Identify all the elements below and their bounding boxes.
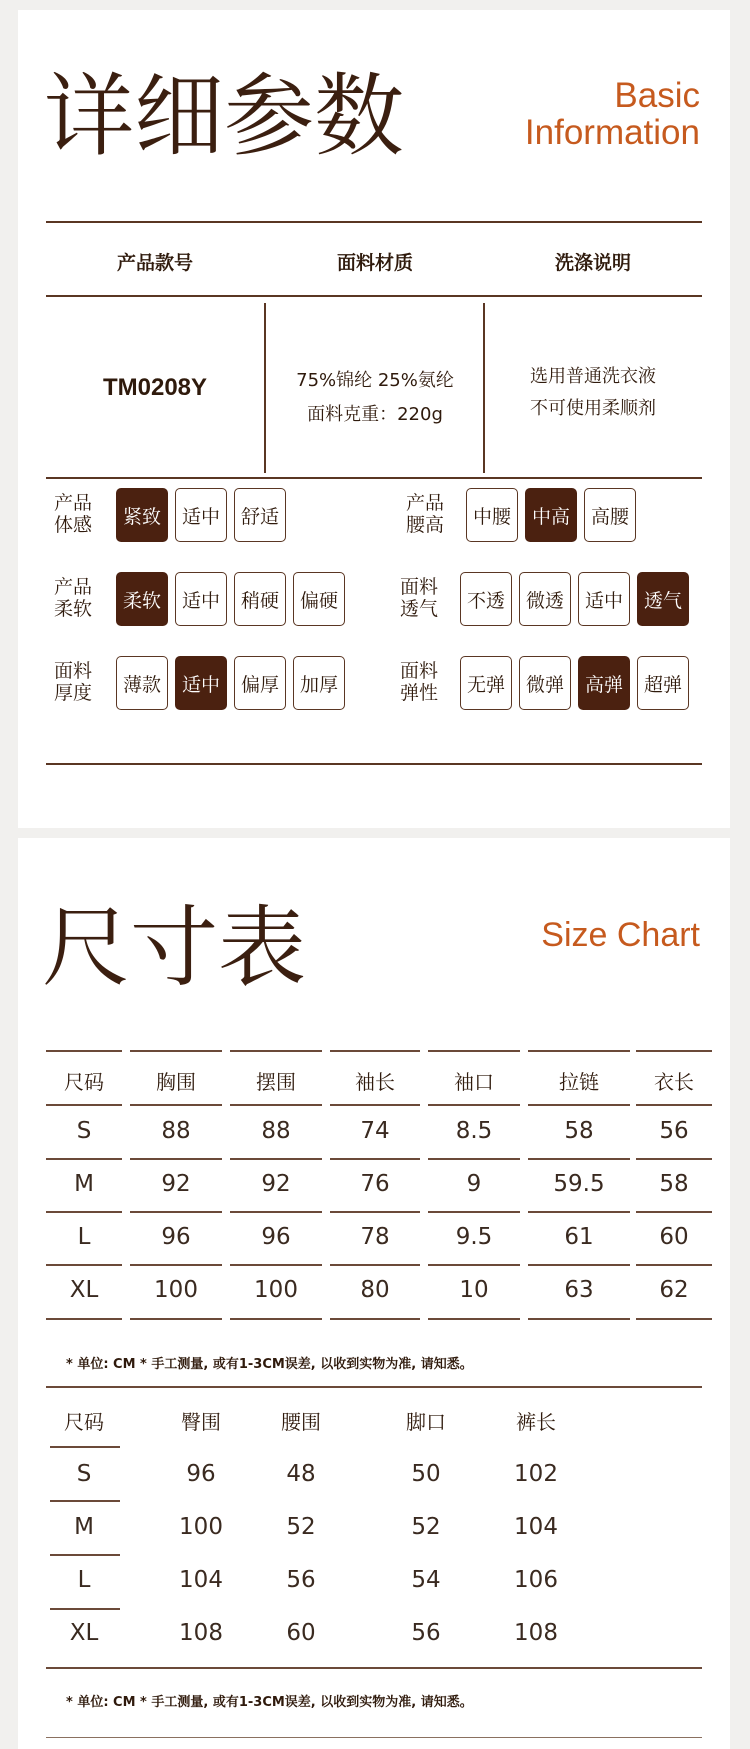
table-line bbox=[46, 1667, 702, 1669]
table-line bbox=[636, 1158, 712, 1160]
table-cell: 104 bbox=[179, 1567, 223, 1593]
table-cell: 76 bbox=[360, 1171, 390, 1197]
attribute-option-selected: 高弹 bbox=[578, 656, 630, 710]
table-line bbox=[130, 1211, 222, 1213]
header-material: 面料材质 bbox=[336, 252, 413, 274]
table-line bbox=[46, 1318, 122, 1320]
page-title: 详细参数 bbox=[44, 64, 404, 169]
basic-info-card bbox=[18, 10, 730, 828]
table-cell: 50 bbox=[411, 1461, 441, 1487]
table-line bbox=[428, 1050, 520, 1052]
table-line bbox=[50, 1554, 120, 1556]
table-cell: 56 bbox=[286, 1567, 316, 1593]
table-line bbox=[528, 1104, 630, 1106]
table-cell: 106 bbox=[514, 1567, 558, 1593]
style-number: TM0208Y bbox=[102, 374, 208, 401]
table-cell: 56 bbox=[411, 1620, 441, 1646]
attribute-label-line1: 面料 bbox=[399, 576, 438, 598]
size-chart-title: 尺寸表 bbox=[42, 896, 307, 999]
attribute-option: 无弹 bbox=[460, 656, 512, 710]
attribute-label-line2: 体感 bbox=[53, 514, 92, 536]
table-cell: 100 bbox=[154, 1277, 198, 1303]
attribute-option: 偏硬 bbox=[293, 572, 345, 626]
table-line bbox=[46, 1386, 702, 1388]
table-header: 臀围 bbox=[181, 1410, 221, 1434]
table-cell: S bbox=[76, 1118, 92, 1144]
table-line bbox=[528, 1211, 630, 1213]
table-cell: L bbox=[77, 1567, 91, 1593]
attribute-label bbox=[402, 492, 448, 536]
attribute-label bbox=[396, 576, 442, 620]
table-line bbox=[330, 1158, 420, 1160]
divider bbox=[46, 295, 702, 297]
attribute-option-selected: 中高 bbox=[525, 488, 577, 542]
table-header: 腰围 bbox=[281, 1410, 321, 1434]
table-line bbox=[46, 1050, 122, 1052]
table-cell: 102 bbox=[514, 1461, 558, 1487]
size-chart-card bbox=[18, 838, 730, 1749]
table-line bbox=[50, 1608, 120, 1610]
table-cell: 88 bbox=[161, 1118, 191, 1144]
header-washing: 洗涤说明 bbox=[554, 252, 631, 274]
attribute-option: 适中 bbox=[175, 572, 227, 626]
table-header: 尺码 bbox=[64, 1070, 104, 1094]
divider bbox=[46, 763, 702, 765]
material-composition: 75%锦纶 25%氨纶 bbox=[296, 370, 454, 391]
table-cell: 96 bbox=[186, 1461, 216, 1487]
table-header: 袖口 bbox=[454, 1070, 494, 1094]
english-title bbox=[525, 78, 700, 152]
table-cell: 52 bbox=[286, 1514, 316, 1540]
table-cell: M bbox=[74, 1171, 94, 1197]
table-cell: 10 bbox=[459, 1277, 489, 1303]
table-line bbox=[636, 1050, 712, 1052]
table-header: 衣长 bbox=[654, 1070, 694, 1094]
table-line bbox=[428, 1211, 520, 1213]
table-line bbox=[130, 1158, 222, 1160]
table-header: 拉链 bbox=[559, 1070, 599, 1094]
table-line bbox=[50, 1446, 120, 1448]
table-line bbox=[230, 1211, 322, 1213]
table-line bbox=[230, 1158, 322, 1160]
table-line bbox=[46, 1264, 122, 1266]
attribute-option-selected: 适中 bbox=[175, 656, 227, 710]
table-header: 袖长 bbox=[355, 1070, 395, 1094]
table-header: 裤长 bbox=[516, 1410, 556, 1434]
table-line bbox=[636, 1318, 712, 1320]
attribute-option: 超弹 bbox=[637, 656, 689, 710]
divider bbox=[46, 1737, 702, 1738]
header-style-no: 产品款号 bbox=[116, 252, 193, 274]
table-cell: 52 bbox=[411, 1514, 441, 1540]
table-cell: XL bbox=[69, 1277, 99, 1303]
wash-instruction-2: 不可使用柔顺剂 bbox=[530, 398, 656, 419]
attribute-option: 微弹 bbox=[519, 656, 571, 710]
attribute-label-line2: 透气 bbox=[399, 598, 438, 620]
table-header: 脚口 bbox=[406, 1410, 446, 1434]
table-cell: 9 bbox=[466, 1171, 482, 1197]
attribute-label-line1: 产品 bbox=[53, 576, 92, 598]
table-line bbox=[330, 1211, 420, 1213]
table-line bbox=[130, 1050, 222, 1052]
table-cell: 8.5 bbox=[455, 1118, 493, 1144]
english-title-line2: Information bbox=[524, 112, 700, 152]
attribute-option: 高腰 bbox=[584, 488, 636, 542]
table-cell: 59.5 bbox=[553, 1171, 605, 1197]
english-title-line1: Basic bbox=[614, 76, 700, 115]
table-line bbox=[330, 1318, 420, 1320]
table-cell: 54 bbox=[411, 1567, 441, 1593]
table-line bbox=[528, 1318, 630, 1320]
table-line bbox=[528, 1264, 630, 1266]
table-cell: 48 bbox=[286, 1461, 316, 1487]
table-cell: 61 bbox=[564, 1224, 594, 1250]
table-line bbox=[428, 1158, 520, 1160]
table-cell: M bbox=[74, 1514, 94, 1540]
table-header: 胸围 bbox=[156, 1070, 196, 1094]
attribute-label-line1: 产品 bbox=[53, 492, 92, 514]
table-cell: 80 bbox=[360, 1277, 390, 1303]
table-cell: 74 bbox=[360, 1118, 390, 1144]
table-header: 尺码 bbox=[64, 1410, 104, 1434]
table-line bbox=[636, 1264, 712, 1266]
table-line bbox=[330, 1264, 420, 1266]
table-line bbox=[428, 1264, 520, 1266]
table-line bbox=[330, 1104, 420, 1106]
attribute-option: 舒适 bbox=[234, 488, 286, 542]
attribute-option: 适中 bbox=[578, 572, 630, 626]
table-cell: 96 bbox=[161, 1224, 191, 1250]
table-cell: 78 bbox=[360, 1224, 390, 1250]
attribute-label-line1: 产品 bbox=[405, 492, 444, 514]
attribute-option: 薄款 bbox=[116, 656, 168, 710]
table-line bbox=[130, 1264, 222, 1266]
table-cell: 100 bbox=[254, 1277, 298, 1303]
table-line bbox=[636, 1211, 712, 1213]
attribute-option-selected: 透气 bbox=[637, 572, 689, 626]
table-cell: 58 bbox=[659, 1171, 689, 1197]
table-cell: 108 bbox=[514, 1620, 558, 1646]
table-line bbox=[46, 1211, 122, 1213]
attribute-option-selected: 紧致 bbox=[116, 488, 168, 542]
table-line bbox=[130, 1104, 222, 1106]
table-line bbox=[528, 1158, 630, 1160]
table-line bbox=[428, 1318, 520, 1320]
attribute-option: 稍硬 bbox=[234, 572, 286, 626]
attribute-label-line1: 面料 bbox=[399, 660, 438, 682]
table-line bbox=[330, 1050, 420, 1052]
table-line bbox=[130, 1318, 222, 1320]
divider bbox=[46, 477, 702, 479]
attribute-option: 适中 bbox=[175, 488, 227, 542]
table-line bbox=[46, 1104, 122, 1106]
attribute-label bbox=[50, 576, 96, 620]
wash-instruction-1: 选用普通洗衣液 bbox=[530, 366, 656, 387]
table-cell: 100 bbox=[179, 1514, 223, 1540]
attribute-option: 中腰 bbox=[466, 488, 518, 542]
table-cell: 56 bbox=[659, 1118, 689, 1144]
table-cell: 60 bbox=[659, 1224, 689, 1250]
table-cell: S bbox=[76, 1461, 92, 1487]
table-cell: 96 bbox=[261, 1224, 291, 1250]
table-line bbox=[230, 1264, 322, 1266]
table-cell: 58 bbox=[564, 1118, 594, 1144]
attribute-label-line2: 厚度 bbox=[53, 682, 92, 704]
table-line bbox=[636, 1104, 712, 1106]
attribute-option: 不透 bbox=[460, 572, 512, 626]
attribute-label bbox=[396, 660, 442, 704]
table-cell: 60 bbox=[286, 1620, 316, 1646]
table-cell: 88 bbox=[261, 1118, 291, 1144]
table-cell: 92 bbox=[261, 1171, 291, 1197]
size-chart-english-title: Size Chart bbox=[541, 916, 700, 954]
attribute-label-line1: 面料 bbox=[53, 660, 92, 682]
attribute-label bbox=[50, 660, 96, 704]
attribute-label-line2: 弹性 bbox=[399, 682, 438, 704]
table-line bbox=[528, 1050, 630, 1052]
table-cell: 63 bbox=[564, 1277, 594, 1303]
measurement-note-2: * 单位: CM * 手工测量, 或有1-3CM误差, 以收到实物为准, 请知悉。 bbox=[66, 1695, 473, 1710]
attribute-option: 微透 bbox=[519, 572, 571, 626]
table-cell: L bbox=[77, 1224, 91, 1250]
table-cell: 92 bbox=[161, 1171, 191, 1197]
table-cell: 62 bbox=[659, 1277, 689, 1303]
divider bbox=[46, 221, 702, 223]
attribute-option: 偏厚 bbox=[234, 656, 286, 710]
table-line bbox=[230, 1050, 322, 1052]
attribute-label-line2: 柔软 bbox=[53, 598, 92, 620]
fabric-weight: 面料克重：220g bbox=[307, 404, 443, 425]
table-line bbox=[50, 1500, 120, 1502]
measurement-note: * 单位: CM * 手工测量, 或有1-3CM误差, 以收到实物为准, 请知悉。 bbox=[66, 1357, 473, 1372]
table-cell: XL bbox=[69, 1620, 99, 1646]
attribute-label-line2: 腰高 bbox=[405, 514, 444, 536]
table-line bbox=[230, 1104, 322, 1106]
attribute-option: 加厚 bbox=[293, 656, 345, 710]
table-line bbox=[230, 1318, 322, 1320]
table-header: 摆围 bbox=[256, 1070, 296, 1094]
table-line bbox=[46, 1158, 122, 1160]
table-cell: 104 bbox=[514, 1514, 558, 1540]
table-cell: 108 bbox=[179, 1620, 223, 1646]
attribute-option-selected: 柔软 bbox=[116, 572, 168, 626]
table-cell: 9.5 bbox=[455, 1224, 493, 1250]
attribute-label bbox=[50, 492, 96, 536]
table-line bbox=[428, 1104, 520, 1106]
